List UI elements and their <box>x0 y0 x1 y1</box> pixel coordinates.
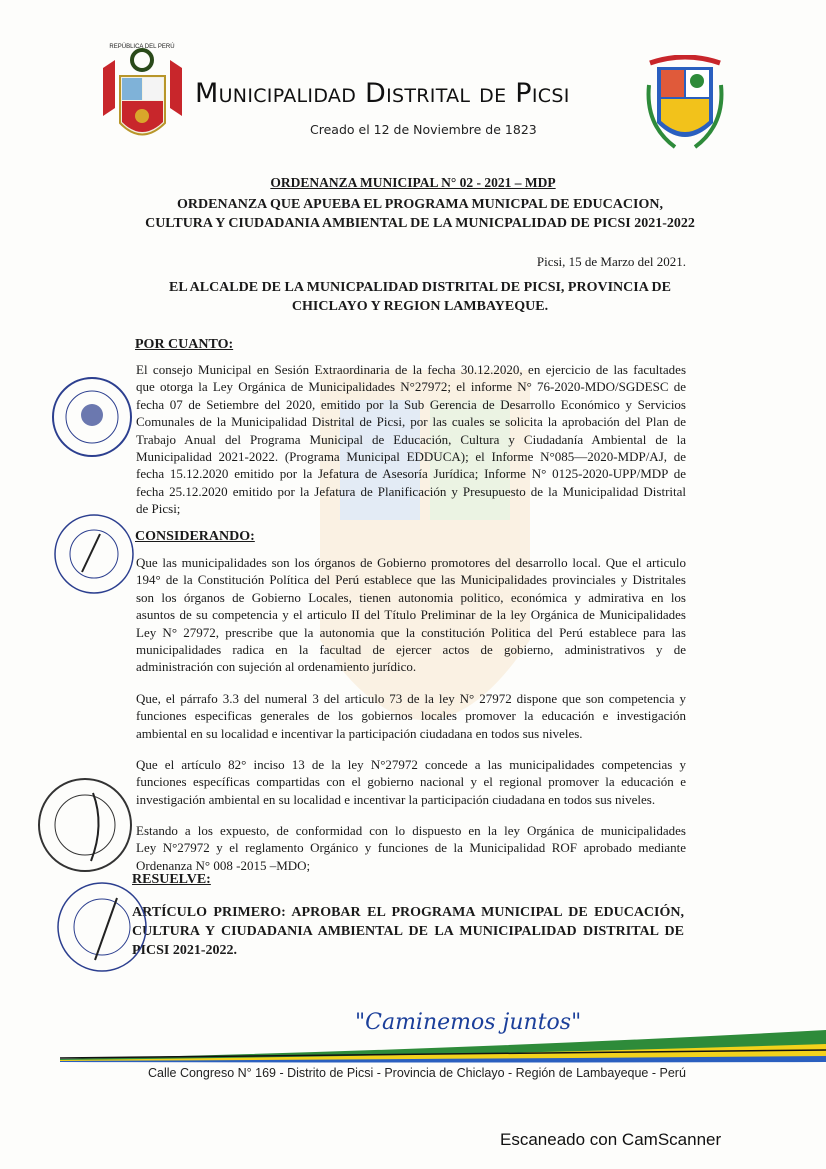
ordinance-title-line-1: ORDENANZA QUE APUEBA EL PROGRAMA MUNICPAL DE EDUCACION, <box>177 197 663 212</box>
text-line: fecha 07 de Setiembre del 2020, emitido por la Sub Gerencia de Desarrollo Económico y Servicios <box>136 396 686 412</box>
camscanner-note: Escaneado con CamScanner <box>500 1130 722 1149</box>
text-line: ambiental en su localidad e incentivar la participación ciudadana en todos sus niveles. <box>136 725 583 741</box>
article-primero <box>132 903 684 960</box>
text-line: que otorga la Ley Orgánica de Municipalidades N°27972; el informe N° 76-2020-MDO/SGDESC de <box>136 379 686 395</box>
mayor-line-2: CHICLAYO Y REGION LAMBAYEQUE. <box>291 299 549 314</box>
founded-subtitle: Creado el 12 de Noviembre de 1823 <box>310 122 537 137</box>
text-line: de Picsi; <box>136 501 181 517</box>
text-line: asuntos de su competencia y el articulo II del Título Preliminar de la ley Orgánica de Municipalidades <box>136 607 686 623</box>
footer-band <box>60 1030 826 1066</box>
text-line: funciones específicas compartidas con el gobierno nacional y el regional promover la educación e <box>136 774 686 790</box>
text-line: Trabajo Anual del Programa Municipal de Educación, Cultura y Ciudadanía Ambiental de la <box>136 431 686 447</box>
text-line: fecha 15.12.2020 emitido por la Jefatura de Asesoría Jurídica; Informe N° 0125-2020-UPP/MDP de <box>136 466 686 482</box>
por-cuanto-paragraph <box>136 361 686 518</box>
text-line: Ley N°27972 y el reglamento Orgánico y funciones de la Municipalidad ROF aprobado mediante <box>136 840 686 856</box>
text-line: Que, el párrafo 3.3 del numeral 3 del articulo 73 de la ley N° 27972 dispone que son competencia y <box>136 691 686 706</box>
text-line: Comunales de la Municipalidad Distrital de Picsi, por las cuales se solicita la aprobación del Plan de <box>136 414 686 430</box>
ordinance-title-line-2: CULTURA Y CIUDADANIA AMBIENTAL DE LA MUNICPALIDAD DE PICSI 2021-2022 <box>145 216 695 231</box>
text-line: fecha 25.12.2020 emitido por la Jefatura de Planificación y Presupuesto de la Municipalidad Distrital <box>136 483 686 499</box>
text-line: son los órganos de Gobierno Locales, tienen autonomia politico, económica y admirativa en los <box>136 589 686 605</box>
text-line: Estando a los expuesto, de conformidad con lo dispuesto en la ley Orgánica de municipalidades <box>136 823 686 838</box>
alcaldia-stamp-icon <box>50 375 135 460</box>
svg-text:REPÚBLICA DEL PERÚ: REPÚBLICA DEL PERÚ <box>109 44 175 50</box>
text-line: El consejo Municipal en Sesión Extraordinaria de la fecha 30.12.2020, en ejercicio de las facultades <box>136 362 686 377</box>
text-line: PICSI 2021-2022. <box>132 943 238 958</box>
text-line: administración con sujeción al ordenamiento jurídico. <box>136 659 417 675</box>
text-line: Que el artículo 82° inciso 13 de la ley N°27972 concede a las municipalidades competencias y <box>136 757 686 772</box>
resuelve-heading: RESUELVE: <box>132 872 211 887</box>
text-line: 194° de la Constitución Política del Perú establece que las Municipalidades provinciales y Distritales <box>136 572 686 588</box>
text-line: ARTÍCULO PRIMERO: APROBAR EL PROGRAMA MUNICIPAL DE EDUCACIÓN, <box>132 905 684 920</box>
considerando-paragraph-3 <box>136 756 686 808</box>
text-line: Ordenanza N° 008 -2015 –MDO; <box>136 857 311 873</box>
text-line: CULTURA Y CIUDADANIA AMBIENTAL DE LA MUNICIPALIDAD DISTRITAL DE <box>132 924 684 939</box>
text-line: Ley N° 27972, prescribe que la autonomia que la constitución Politica del Perú establece para las <box>136 624 686 640</box>
por-cuanto-heading: POR CUANTO: <box>135 337 234 352</box>
considerando-heading: CONSIDERANDO: <box>135 529 255 544</box>
motto: "Caminemos juntos" <box>355 1010 582 1035</box>
text-line: municipalidades radica en la facultad de ejercer actos de gobierno, administrativos y de <box>136 642 686 658</box>
subgerencia-stamp-icon <box>55 880 150 975</box>
peru-coat-of-arms-icon <box>95 38 190 153</box>
text-line: investigación ambiental en su localidad e incentivar la participación ciudadana en todos sus niveles. <box>136 791 656 807</box>
mayor-line-1: EL ALCALDE DE LA MUNICPALIDAD DISTRITAL DE PICSI, PROVINCIA DE <box>168 280 672 295</box>
considerando-paragraph-4 <box>136 822 686 874</box>
considerando-paragraph-2 <box>136 690 686 742</box>
footer-address: Calle Congreso N° 169 - Distrito de Picsi - Provincia de Chiclayo - Región de Lambayeque - Perú <box>148 1066 686 1080</box>
municipality-title: Municipalidad Distrital de Picsi <box>195 78 570 109</box>
considerando-paragraph-1 <box>136 554 686 676</box>
asesoria-legal-stamp-icon <box>35 775 135 875</box>
gerencia-stamp-icon <box>52 512 137 597</box>
ordinance-number: ORDENANZA MUNICIPAL N° 02 - 2021 – MDP <box>270 175 556 190</box>
text-line: Municipalidad 2021-2022. (Programa Municipal EDDUCA); el Informe N°085—2020-MDP/AJ, de <box>136 449 686 465</box>
document-date: Picsi, 15 de Marzo del 2021. <box>536 254 686 269</box>
text-line: funciones especificas generales de los gobiernos locales promover la educación e investigación <box>136 708 686 724</box>
picsi-coat-of-arms-icon <box>645 55 725 155</box>
text-line: Que las municipalidades son los órganos de Gobierno promotores del desarrollo local. Que el articulo <box>136 555 686 570</box>
